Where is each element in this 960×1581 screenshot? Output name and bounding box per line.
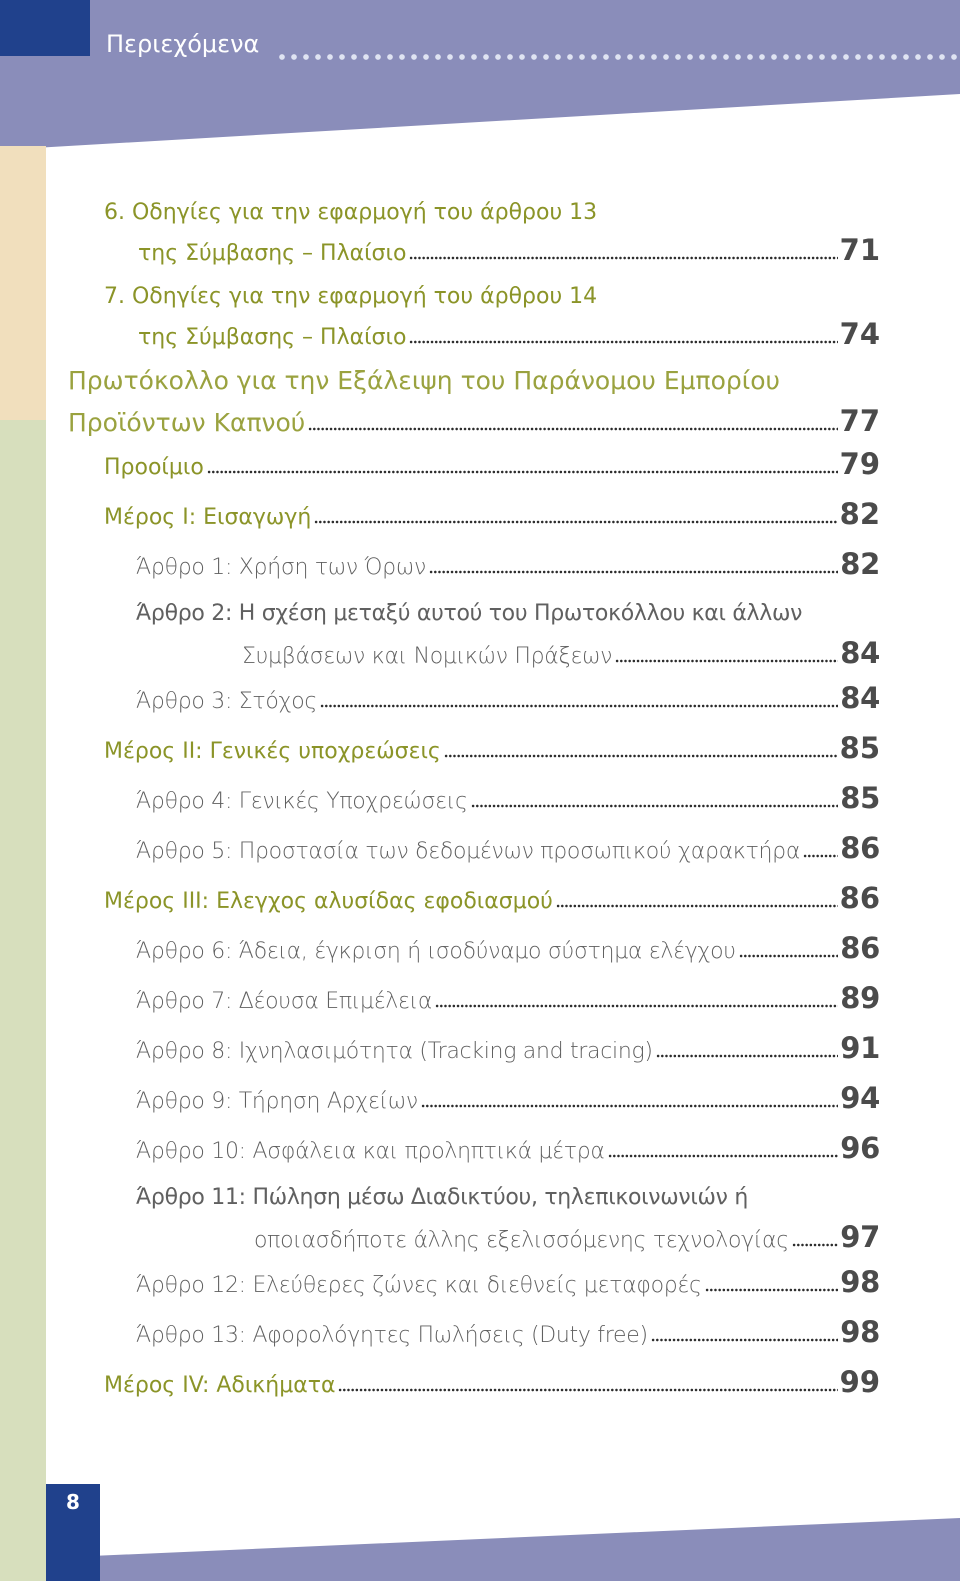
toc-entry-first-line: Άρθρο 2: Η σχέση μεταξύ αυτού του Πρωτοκόλλου και άλλων bbox=[136, 601, 803, 626]
toc-entry-article-3[interactable] bbox=[136, 678, 880, 718]
toc-page-number: 86 bbox=[839, 881, 880, 915]
toc-entry-article-4[interactable] bbox=[136, 778, 880, 818]
dot-leader bbox=[409, 256, 837, 260]
dot-leader bbox=[207, 470, 838, 474]
toc-page-number: 97 bbox=[840, 1220, 880, 1254]
dot-leader bbox=[739, 954, 839, 958]
toc-page-number: 94 bbox=[840, 1081, 880, 1115]
toc-entry-title: Άρθρο 1: Χρήση των Όρων bbox=[136, 555, 426, 580]
header-band bbox=[0, 0, 960, 150]
dot-leader bbox=[651, 1338, 838, 1342]
toc-entry-article-5[interactable] bbox=[136, 828, 880, 868]
toc-page-number: 98 bbox=[840, 1315, 880, 1349]
page-number: 8 bbox=[66, 1490, 80, 1514]
side-strip-beige bbox=[0, 146, 46, 420]
dot-leader bbox=[656, 1054, 839, 1058]
toc-entry-title: Άρθρο 4: Γενικές Υποχρεώσεις bbox=[136, 789, 468, 814]
toc-entry-article-8[interactable] bbox=[136, 1028, 880, 1068]
toc-entry-title: Άρθρο 9: Τήρηση Αρχείων bbox=[136, 1089, 418, 1114]
toc-page-number: 79 bbox=[839, 447, 880, 481]
toc-page-number: 96 bbox=[840, 1131, 880, 1165]
toc-page-number: 91 bbox=[840, 1031, 880, 1065]
toc-page-number: 84 bbox=[840, 681, 880, 715]
toc-page-number: 84 bbox=[840, 636, 880, 670]
toc-page-number: 98 bbox=[840, 1265, 880, 1299]
dot-leader bbox=[320, 704, 838, 708]
page-number-box bbox=[46, 1484, 100, 1581]
dot-leader bbox=[444, 754, 838, 758]
toc-entry-title: Άρθρο 3: Στόχος bbox=[136, 689, 317, 714]
dot-leader bbox=[705, 1288, 839, 1292]
toc-entry-article-2[interactable] bbox=[136, 596, 880, 674]
toc-entry-title: Άρθρο 10: Ασφάλεια και προληπτικά μέτρα bbox=[136, 1139, 605, 1164]
dot-leader bbox=[338, 1388, 837, 1392]
toc-entry-title: Μέρος Ι: Εισαγωγή bbox=[104, 505, 312, 530]
toc-entry-article-13[interactable] bbox=[136, 1312, 880, 1352]
toc-entry-title: Άρθρο 7: Δέουσα Επιμέλεια bbox=[136, 989, 433, 1014]
toc-entry-part-3[interactable] bbox=[104, 878, 880, 918]
toc-entry-first-line: 7. Οδηγίες για την εφαρμογή του άρθρου 14 bbox=[104, 284, 598, 309]
toc-page-number: 89 bbox=[840, 981, 880, 1015]
toc-page-number: 71 bbox=[839, 233, 880, 267]
toc-entry-title: Συμβάσεων και Νομικών Πράξεων bbox=[242, 644, 613, 669]
header-dotted-rule bbox=[276, 52, 960, 62]
toc-entry-preamble[interactable] bbox=[104, 444, 880, 484]
toc-entry-article-6[interactable] bbox=[136, 928, 880, 968]
toc-entry-title: Άρθρο 8: Ιχνηλασιμότητα (Tracking and tracing) bbox=[136, 1039, 653, 1064]
dot-leader bbox=[429, 570, 838, 574]
toc-entry-article-10[interactable] bbox=[136, 1128, 880, 1168]
toc-entry-first-line: Άρθρο 11: Πώληση μέσω Διαδικτύου, τηλεπικοινωνιών ή bbox=[136, 1185, 749, 1210]
toc-entry-title: Άρθρο 12: Ελεύθερες ζώνες και διεθνείς μεταφορές bbox=[136, 1273, 702, 1298]
dot-leader bbox=[471, 804, 839, 808]
toc-entry-title: οποιασδήποτε άλλης εξελισσόμενης τεχνολογίας bbox=[254, 1228, 789, 1253]
toc-entry-title: Μέρος IV: Αδικήματα bbox=[104, 1373, 336, 1398]
toc-page-number: 77 bbox=[839, 404, 880, 438]
toc-entry-article-1[interactable] bbox=[136, 544, 880, 584]
toc-entry-protocol[interactable] bbox=[68, 362, 880, 442]
toc-entry-title: της Σύμβασης – Πλαίσιο bbox=[138, 325, 407, 350]
toc-page-number: 82 bbox=[839, 497, 880, 531]
toc-entry-part-2[interactable] bbox=[104, 728, 880, 768]
toc-entry-article-12[interactable] bbox=[136, 1262, 880, 1302]
toc-entry-first-line: Πρωτόκολλο για την Εξάλειψη του Παράνομου Εμπορίου bbox=[68, 366, 780, 395]
toc-entry-article-9[interactable] bbox=[136, 1078, 880, 1118]
toc-entry-title: Άρθρο 13: Αφορολόγητες Πωλήσεις (Duty free) bbox=[136, 1323, 648, 1348]
toc-entry-article-7[interactable] bbox=[136, 978, 880, 1018]
page-title: Περιεχόμενα bbox=[106, 30, 260, 58]
toc-entry-title: Άρθρο 5: Προστασία των δεδομένων προσωπικού χαρακτήρα bbox=[136, 839, 801, 864]
toc-entry-part-1[interactable] bbox=[104, 494, 880, 534]
dot-leader bbox=[409, 340, 837, 344]
dot-leader bbox=[314, 520, 837, 524]
toc-entry-title: Μέρος ΙΙ: Γενικές υποχρεώσεις bbox=[104, 739, 441, 764]
toc-entry-article-11[interactable] bbox=[136, 1180, 880, 1258]
toc-entry-title: Άρθρο 6: Άδεια, έγκριση ή ισοδύναμο σύστημα ελέγχου bbox=[136, 939, 736, 964]
toc-entry-title: της Σύμβασης – Πλαίσιο bbox=[138, 241, 407, 266]
toc-entry-title: Προϊόντων Καπνού bbox=[68, 408, 306, 437]
toc-entry-guideline-13[interactable] bbox=[104, 196, 880, 270]
footer-band bbox=[46, 1518, 960, 1581]
toc-page-number: 86 bbox=[840, 831, 880, 865]
toc-page-number: 74 bbox=[839, 317, 880, 351]
side-strip-green bbox=[0, 420, 46, 1581]
dot-leader bbox=[615, 659, 838, 663]
toc-entry-part-4[interactable] bbox=[104, 1362, 880, 1402]
header-accent-square bbox=[0, 0, 90, 56]
dot-leader bbox=[435, 1004, 838, 1008]
dot-leader bbox=[556, 904, 838, 908]
toc-entry-title: Προοίμιο bbox=[104, 455, 204, 480]
dot-leader bbox=[792, 1243, 838, 1247]
dot-leader bbox=[803, 854, 838, 858]
toc-entry-guideline-14[interactable] bbox=[104, 280, 880, 354]
toc-entry-first-line: 6. Οδηγίες για την εφαρμογή του άρθρου 13 bbox=[104, 200, 598, 225]
dot-leader bbox=[421, 1104, 838, 1108]
toc-page-number: 85 bbox=[840, 781, 880, 815]
toc-page-number: 86 bbox=[840, 931, 880, 965]
dot-leader bbox=[308, 427, 837, 431]
dot-leader bbox=[608, 1154, 839, 1158]
toc-page-number: 99 bbox=[839, 1365, 880, 1399]
toc-entry-title: Μέρος ΙΙΙ: Ελεγχος αλυσίδας εφοδιασμού bbox=[104, 889, 553, 914]
toc-page-number: 85 bbox=[839, 731, 880, 765]
toc-page-number: 82 bbox=[840, 547, 880, 581]
